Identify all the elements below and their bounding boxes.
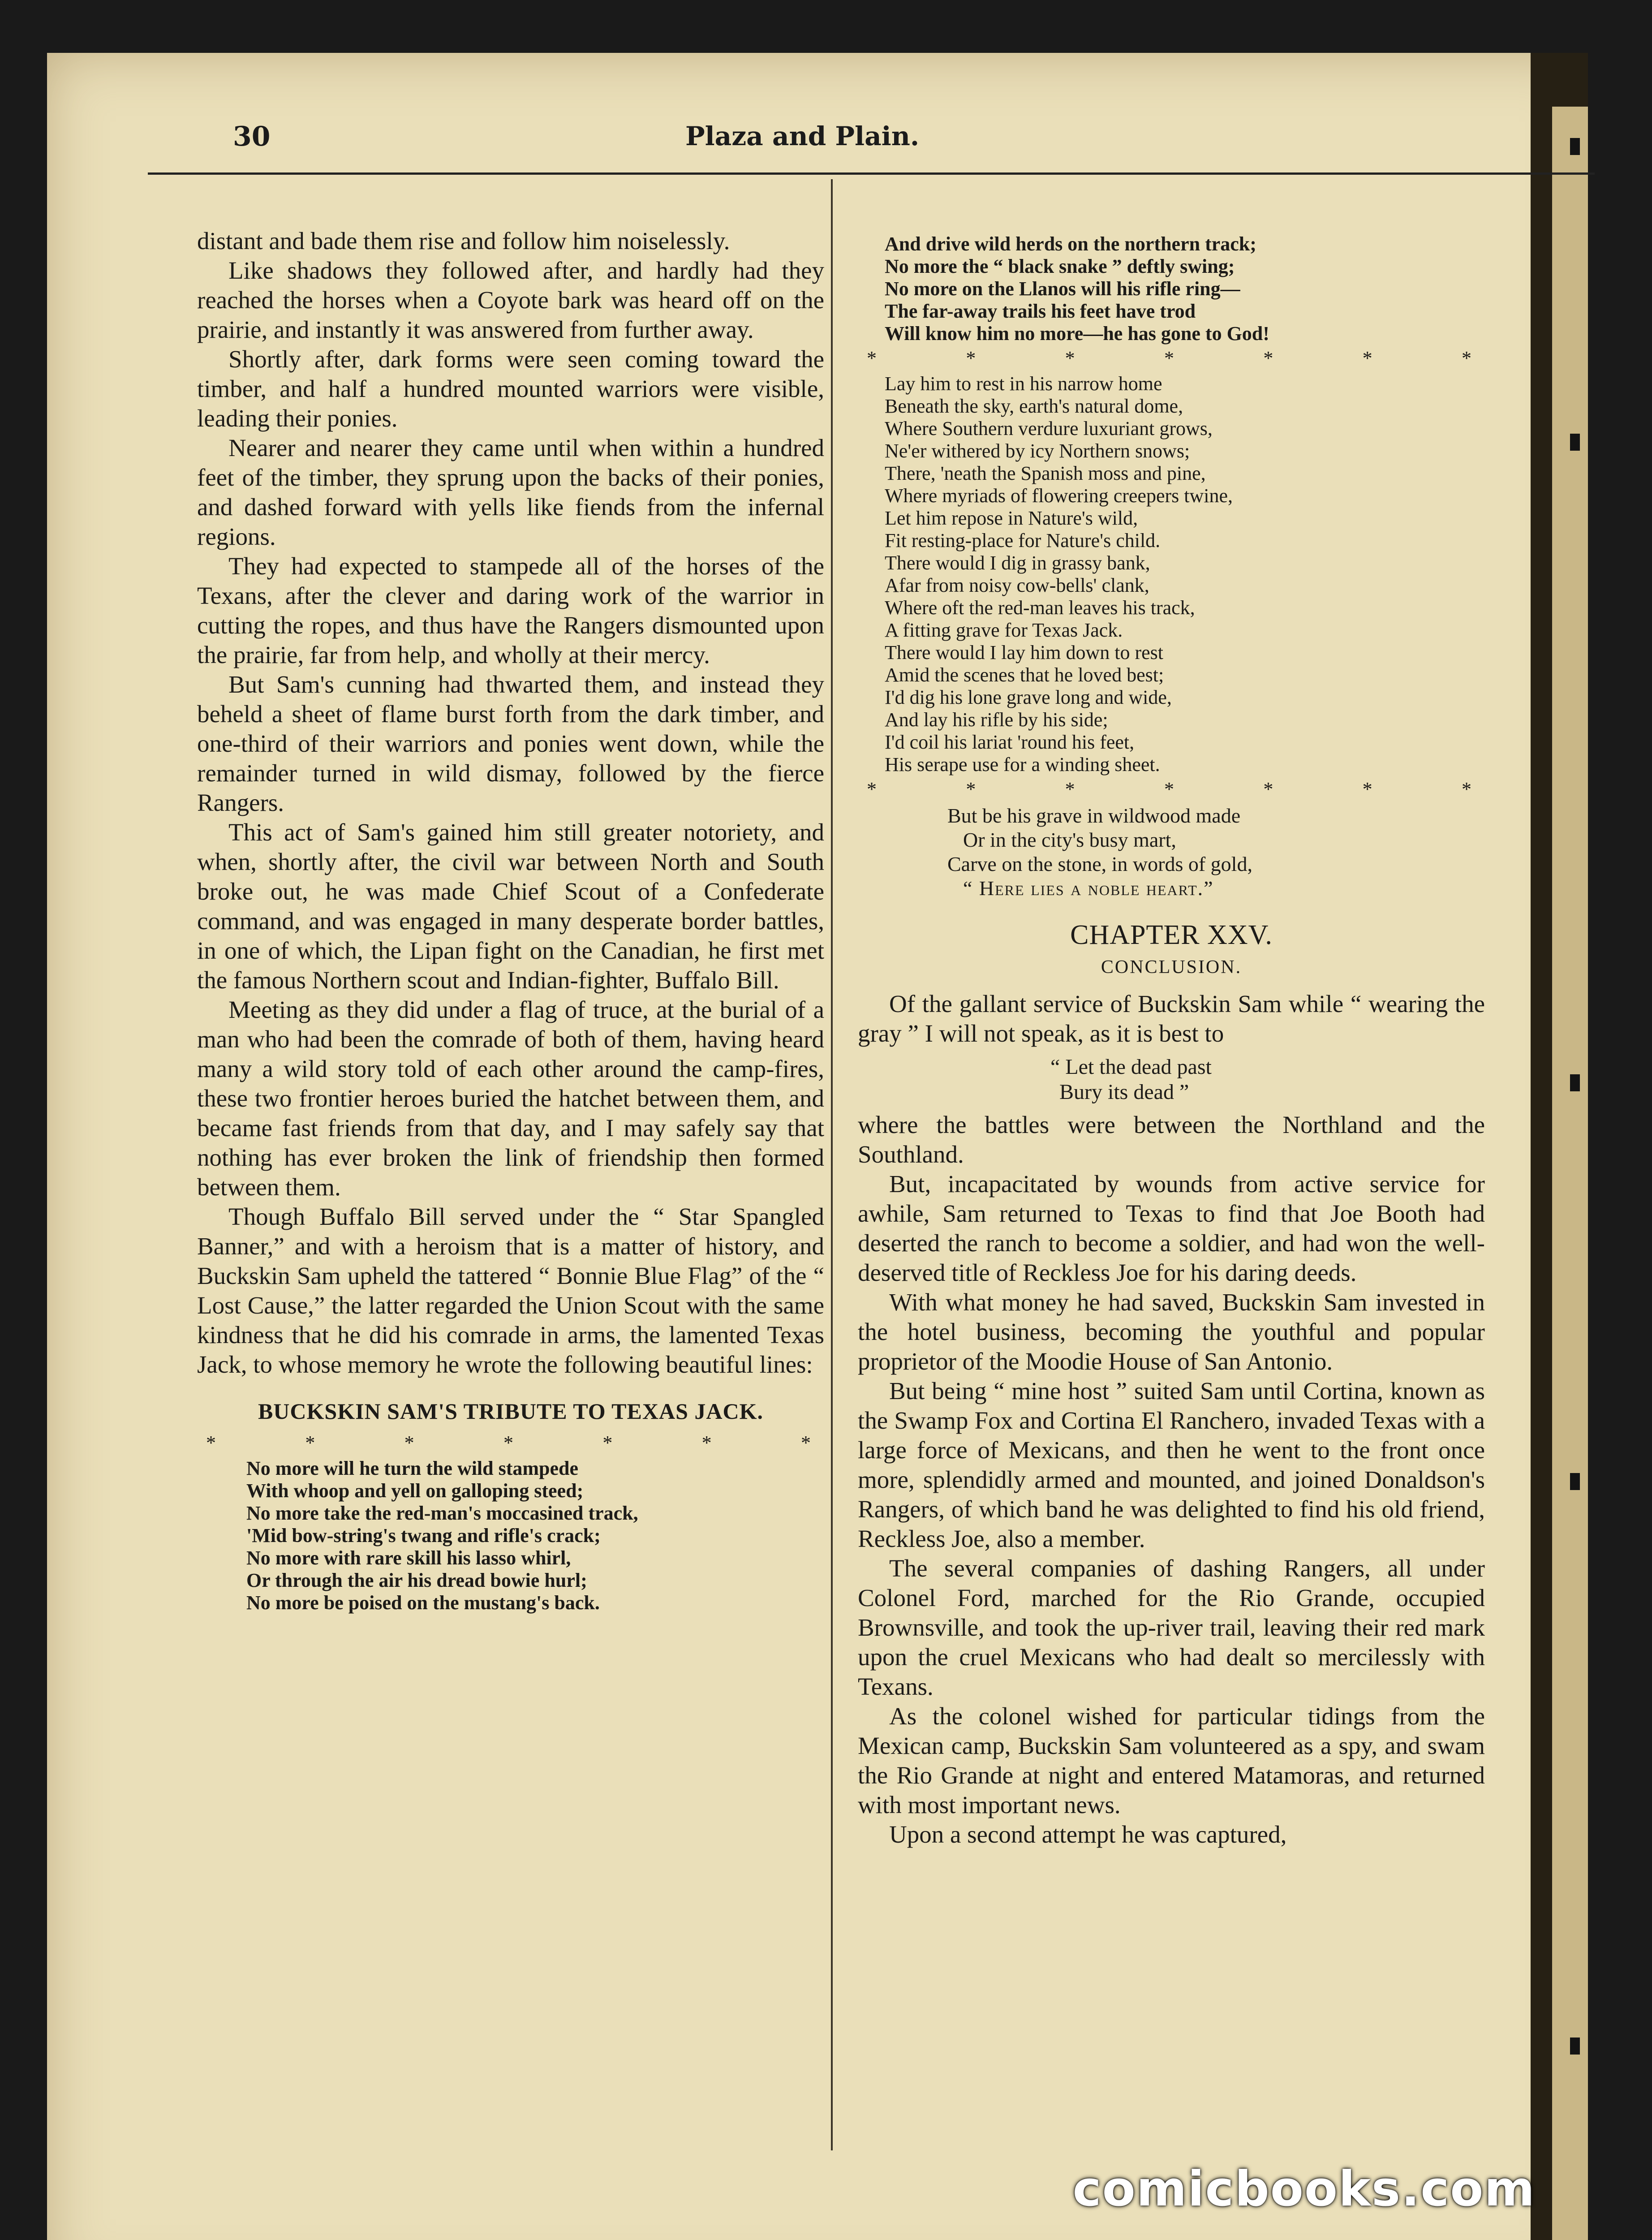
poem-line: His serape use for a winding sheet. [885, 754, 1160, 775]
stanza-line: “ Here lies a noble heart.” [963, 877, 1214, 900]
star: * [1164, 347, 1174, 369]
poem-line: And drive wild herds on the northern track; [885, 233, 1256, 255]
right-column [858, 233, 1485, 1849]
star: * [966, 778, 976, 800]
paragraph: Though Buffalo Bill served under the “ Star Spangled Banner,” and with a heroism that is a matter of history, and Buckskin Sam upheld the tattered “ Bonnie Blue Flag” of the “ Lost Cause,” the latter regarded the Union Scout with the same kindness that he did his comrade in arms, the lamented Texas Jack, to whose memory he wrote the following beautiful lines: [197, 1203, 824, 1378]
star: * [1461, 347, 1471, 369]
poem-line: Where oft the red-man leaves his track, [885, 597, 1195, 619]
epitaph-stanza [858, 804, 1485, 900]
star: * [404, 1432, 414, 1454]
poem-line: Fit resting-place for Nature's child. [885, 530, 1161, 551]
star: * [1362, 778, 1372, 800]
star: * [966, 347, 976, 369]
star: * [1263, 778, 1273, 800]
paragraph: Meeting as they did under a flag of truce, at the burial of a man who had been the comrade of both of them, having heard many a wild story told of each other around the camp-fires, these two frontier heroes buried the hatchet between them, and became fast friends from that day, and I may safely say that nothing has ever broken the link of friendship then formed between them. [197, 996, 824, 1201]
binding-mark [1570, 434, 1580, 451]
poem-line: Will know him no more—he has gone to God! [885, 323, 1269, 345]
facing-page-edge [1552, 107, 1588, 2240]
stanza-line: But be his grave in wildwood made [947, 804, 1241, 827]
paragraph: As the colonel wished for particular tidings from the Mexican camp, Buckskin Sam volunteered as a spy, and swam the Rio Grande at night and entered Matamoras, and returned with most important news. [858, 1702, 1485, 1818]
star: * [800, 1432, 811, 1454]
poem-line: Amid the scenes that he loved best; [885, 664, 1164, 686]
poem-line: Or through the air his dread bowie hurl; [246, 1569, 587, 1591]
paragraph: With what money he had saved, Buckskin Sam invested in the hotel business, becoming the youthful and popular proprietor of the Moodie House of San Antonio. [858, 1288, 1485, 1375]
poem-line: A fitting grave for Texas Jack. [885, 619, 1123, 641]
star: * [867, 778, 877, 800]
paragraph: Shortly after, dark forms were seen coming toward the timber, and half a hundred mounted warriors were visible, leading their ponies. [197, 345, 824, 432]
poem-line: There would I dig in grassy bank, [885, 552, 1150, 574]
poem-line: No more on the Llanos will his rifle ring— [885, 278, 1240, 300]
star: * [1362, 347, 1372, 369]
poem-line: With whoop and yell on galloping steed; [246, 1480, 584, 1502]
poem-continued [858, 233, 1485, 345]
star: * [867, 347, 877, 369]
star: * [1263, 347, 1273, 369]
chapter-subtitle: CONCLUSION. [1101, 957, 1242, 978]
binding-mark [1570, 1074, 1580, 1091]
poem-line: Ne'er withered by icy Northern snows; [885, 440, 1190, 462]
quotation [858, 1055, 1485, 1105]
site-watermark: comicbooks.com [1072, 2161, 1536, 2217]
star-separator [867, 779, 1471, 800]
column-divider [831, 179, 833, 2150]
paragraph: Nearer and nearer they came until when within a hundred feet of the timber, they sprung upon the backs of their ponies, and dashed forward with yells like fiends from the infernal regions. [197, 434, 824, 550]
paragraph: Like shadows they followed after, and hardly had they reached the horses when a Coyote bark was heard off on the prairie, and instantly it was answered from further away. [197, 257, 824, 343]
poem-line: No more with rare skill his lasso whirl, [246, 1547, 571, 1569]
star-separator [867, 348, 1471, 369]
quote-line: Bury its dead ” [1059, 1080, 1189, 1104]
paragraph: But, incapacitated by wounds from active service for awhile, Sam returned to Texas to find that Joe Booth had deserted the ranch to become a soldier, and had won the well-deserved title of Reckless Joe for his daring deeds. [858, 1170, 1485, 1286]
poem-line: Let him repose in Nature's wild, [885, 507, 1138, 529]
chapter-title: CHAPTER XXV. [1070, 920, 1273, 950]
poem-line: There, 'neath the Spanish moss and pine, [885, 462, 1206, 484]
star: * [1164, 778, 1174, 800]
poem-line: 'Mid bow-string's twang and rifle's crack; [246, 1525, 601, 1546]
paragraph: But Sam's cunning had thwarted them, and instead they beheld a sheet of flame burst forth from the dark timber, and one-third of their warriors and ponies went down, while the remainder turned in wild dismay, followed by the fierce Rangers. [197, 671, 824, 816]
poem-line: No more be poised on the mustang's back. [246, 1592, 600, 1614]
left-column [197, 226, 824, 1614]
paragraph: They had expected to stampede all of the horses of the Texans, after the clever and daring work of the warrior in cutting the ropes, and thus have the Rangers dismounted upon the prairie, far from help, and wholly at their mercy. [197, 552, 824, 668]
star: * [602, 1432, 613, 1454]
poem-line: And lay his rifle by his side; [885, 709, 1108, 731]
star: * [1461, 778, 1471, 800]
poem [197, 1457, 824, 1614]
book-gutter [1531, 53, 1588, 2240]
star: * [206, 1432, 216, 1454]
poem-line: I'd dig his lone grave long and wide, [885, 686, 1172, 708]
page-number: 30 [233, 121, 271, 152]
poem-line: I'd coil his lariat 'round his feet, [885, 731, 1135, 753]
paragraph: where the battles were between the Northland and the Southland. [858, 1111, 1485, 1168]
poem-line: Where myriads of flowering creepers twine, [885, 485, 1233, 507]
poem-line: Lay him to rest in his narrow home [885, 373, 1162, 395]
paragraph: This act of Sam's gained him still greater notoriety, and when, shortly after, the civil war between North and South broke out, he was made Chief Scout of a Confederate command, and was engaged in many desperate border battles, in one of which, the Lipan fight on the Canadian, he first met the famous Northern scout and Indian-fighter, Buffalo Bill. [197, 818, 824, 994]
poem-line: The far-away trails his feet have trod [885, 300, 1196, 322]
poem-line: Afar from noisy cow-bells' clank, [885, 574, 1149, 596]
poem-stanza [858, 373, 1485, 776]
star: * [1065, 347, 1075, 369]
paragraph: The several companies of dashing Rangers, all under Colonel Ford, marched for the Rio Grande, occupied Brownsville, and took the up-river trail, leaving their red mark upon the cruel Mexicans who had dealt so mercilessly with Texans. [858, 1555, 1485, 1700]
paragraph: Upon a second attempt he was captured, [889, 1821, 1287, 1848]
star: * [503, 1432, 513, 1454]
binding-mark [1570, 1473, 1580, 1490]
poem-line: Beneath the sky, earth's natural dome, [885, 395, 1183, 417]
star: * [701, 1432, 712, 1454]
poem-line: No more take the red-man's moccasined track, [246, 1502, 638, 1524]
poem-line: Where Southern verdure luxuriant grows, [885, 418, 1213, 439]
poem-line: No more the “ black snake ” deftly swing; [885, 255, 1235, 277]
tribute-heading: BUCKSKIN SAM'S TRIBUTE TO TEXAS JACK. [258, 1399, 764, 1424]
page-header [148, 105, 1595, 175]
star: * [305, 1432, 315, 1454]
poem-line: There would I lay him down to rest [885, 642, 1163, 663]
quote-line: “ Let the dead past [1050, 1055, 1212, 1079]
running-title: Plaza and Plain. [685, 121, 920, 151]
binding-mark [1570, 2038, 1580, 2055]
stanza-line: Carve on the stone, in words of gold, [947, 853, 1252, 875]
star: * [1065, 778, 1075, 800]
paragraph: Of the gallant service of Buckskin Sam while “ wearing the gray ” I will not speak, as it is best to [858, 990, 1485, 1047]
star-separator [206, 1432, 811, 1454]
stanza-line: Or in the city's busy mart, [963, 828, 1176, 851]
paragraph: distant and bade them rise and follow him noiselessly. [197, 227, 730, 254]
poem-line: No more will he turn the wild stampede [246, 1457, 579, 1479]
paragraph: But being “ mine host ” suited Sam until Cortina, known as the Swamp Fox and Cortina El Ranchero, invaded Texas with a large force of Mexicans, and then he went to the front once more, splendidly armed and mounted, and joined Donaldson's Rangers, of which band he was delighted to find his old friend, Reckless Joe, also a member. [858, 1377, 1485, 1552]
